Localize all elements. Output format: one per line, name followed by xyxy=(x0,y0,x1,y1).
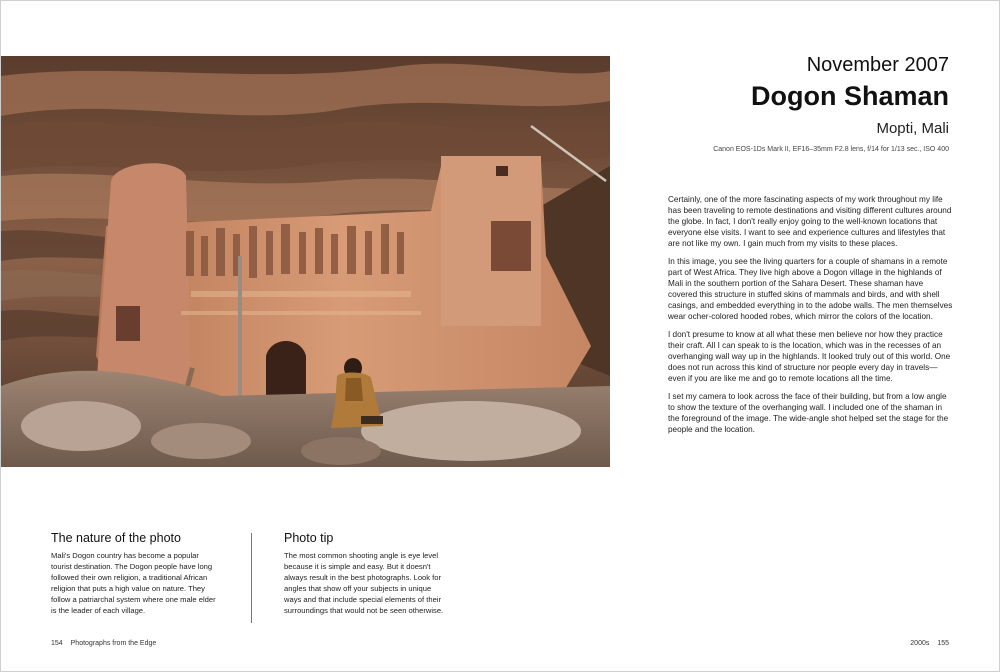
tip-heading: Photo tip xyxy=(284,531,334,545)
nature-heading: The nature of the photo xyxy=(51,531,181,545)
right-page-number: 155 xyxy=(937,640,949,647)
photo-location: Mopti, Mali xyxy=(876,120,949,137)
nature-text: Mali's Dogon country has become a popular tourist destination. The Dogon people have long followed their own religion, a traditional African religion that puts a high value on nature. They follow a patriarchal system where one male elder is the leader of each village. xyxy=(51,551,216,615)
decade-footer: 2000s xyxy=(910,640,930,647)
nature-of-photo-section xyxy=(51,533,221,616)
photo-date: November 2007 xyxy=(806,54,949,76)
body-paragraph: Certainly, one of the more fascinating aspects of my work throughout my life has been traveling to remote destinations and visiting different cultures around the globe. In fact, I don't really enjoy going to the well-known locations that everyone else visits. I want to see and experience cultures and lifestyles that are not like my own. I gain much from my visits to these places. xyxy=(668,195,952,248)
photo-title: Dogon Shaman xyxy=(750,81,949,111)
camera-settings: Canon EOS-1Ds Mark II, EF16–35mm F2.8 lens, f/14 for 1/13 sec., ISO 400 xyxy=(713,146,949,153)
dogon-shaman-photo xyxy=(1,56,610,467)
body-text xyxy=(668,194,953,442)
photo-tip-section xyxy=(284,533,449,616)
body-paragraph: I don't presume to know at all what these men believe nor how they practice their craft. All I can speak to is the location, which was in the recesses of an overhanging wall way up in the highlands. It looked truly out of this world. One does not run across this kind of structure nor people every day in travels—even if you are like me and go to remote locations all the time. xyxy=(668,330,951,383)
footer-left xyxy=(51,640,156,647)
body-paragraph: In this image, you see the living quarters for a couple of shamans in a remote part of West Africa. They live high above a Dogon village in the highlands of Mali in the southern portion of the Sahara Desert. These shaman have covered this structure in stuffed skins of mammals and birds, and with shell casings, and embedded everything in to the adobe walls. The men themselves wear ocher-colored hooded robes, which mirror the colors of the location. xyxy=(668,257,953,321)
tip-text: The most common shooting angle is eye level because it is simple and easy. But it doesn't always result in the best photographs. Look for angles that show off your subjects in unique ways and that include special elements of their surroundings that would not be seen otherwise. xyxy=(284,551,444,615)
footer-right xyxy=(910,640,949,647)
column-divider xyxy=(251,533,252,623)
book-title-footer: Photographs from the Edge xyxy=(70,640,157,647)
body-paragraph: I set my camera to look across the face of their building, but from a low angle to show the texture of the overhanging wall. I included one of the shaman in the foreground of the image. The wide-angle shot helped set the stage for the people and the location. xyxy=(668,392,949,434)
left-page-number: 154 xyxy=(51,640,63,647)
